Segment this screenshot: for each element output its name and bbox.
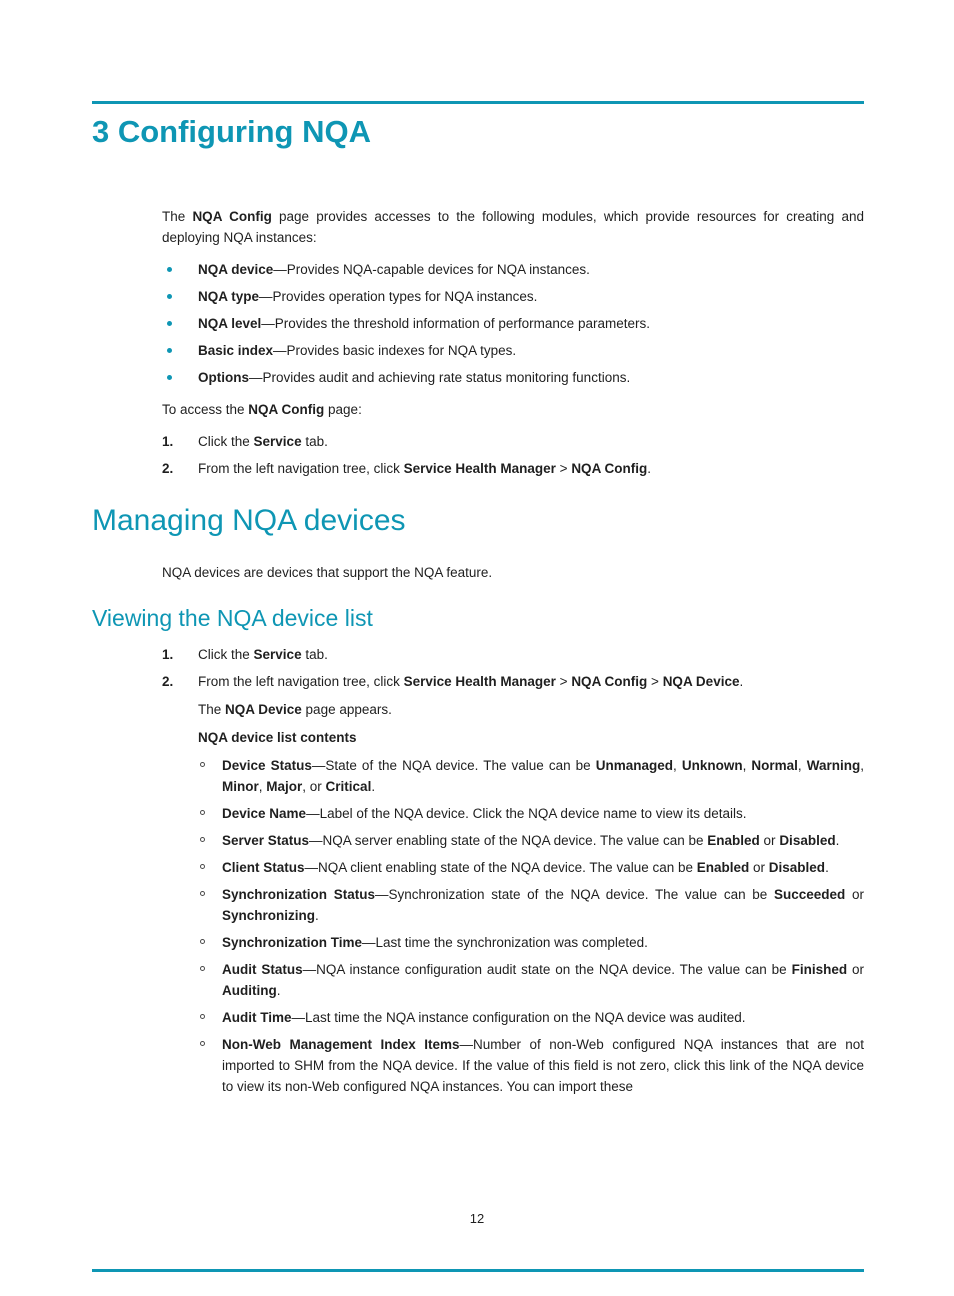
content-item-text: Device Status—State of the NQA device. The value can be Unmanaged, Unknown, Normal, Warning, Minor, Major, or Critical. [222,757,864,794]
section-title-viewing-device-list: Viewing the NQA device list [92,605,373,632]
content-list-item [198,1034,864,1097]
content-list-item [198,857,864,878]
page-appears-text: The NQA Device page appears. [198,701,392,717]
bullet-icon [167,267,172,272]
open-circle-bullet-icon [200,1014,205,1019]
content-list-item [198,1007,864,1028]
content-list-item [198,830,864,851]
content-list-item [198,932,864,953]
module-item-text: Basic index—Provides basic indexes for NQA types. [198,343,517,359]
content-item-text: Synchronization Time—Last time the synchronization was completed. [222,934,648,950]
content-list-item [198,959,864,1001]
open-circle-bullet-icon [200,864,205,869]
open-circle-bullet-icon [200,939,205,944]
content-list-item [198,803,864,824]
step-text: Click the Service tab. [198,434,328,450]
step-number: 2. [162,673,174,689]
content-item-text: Audit Time—Last time the NQA instance configuration on the NQA device was audited. [222,1009,746,1025]
step-item [162,671,864,692]
managing-section-block [162,562,864,583]
module-list-item [162,367,864,388]
section-title-managing-nqa-devices: Managing NQA devices [92,504,406,538]
bullet-icon [167,375,172,380]
module-list-item [162,313,864,334]
content-item-text: Client Status—NQA client enabling state of the NQA device. The value can be Enabled or Disabled. [222,859,829,875]
open-circle-bullet-icon [200,762,205,767]
viewing-steps [162,644,864,692]
viewing-section-block [162,644,864,1097]
chapter-rule [92,101,864,104]
bullet-icon [167,321,172,326]
content-item-text: Synchronization Status—Synchronization state of the NQA device. The value can be Succeeded or Synchronizing. [222,886,864,923]
bullet-icon [167,294,172,299]
step-number: 1. [162,646,174,662]
open-circle-bullet-icon [200,966,205,971]
step-text: From the left navigation tree, click Service Health Manager > NQA Config. [198,461,652,477]
access-lead: To access the NQA Config page: [162,402,362,418]
module-list-item [162,286,864,307]
modules-list [162,259,864,388]
step-result-block [162,699,864,1097]
open-circle-bullet-icon [200,810,205,815]
chapter-intro-block [162,206,864,479]
content-item-text: Non-Web Management Index Items—Number of non-Web configured NQA instances that are not imported to SHM from the NQA device. If the value of this field is not zero, click this link of the NQA device to view its non-Web configured NQA instances. You can import these [222,1036,864,1094]
module-list-item [162,340,864,361]
module-item-text: Options—Provides audit and achieving rate status monitoring functions. [198,370,631,386]
step-item [162,458,864,479]
content-item-text: Audit Status—NQA instance configuration audit state on the NQA device. The value can be Finished or Auditing. [222,961,864,998]
content-item-text: Device Name—Label of the NQA device. Click the NQA device name to view its details. [222,805,747,821]
open-circle-bullet-icon [200,837,205,842]
step-text: From the left navigation tree, click Service Health Manager > NQA Config > NQA Device. [198,673,744,689]
content-list-item [198,755,864,797]
open-circle-bullet-icon [200,891,205,896]
step-number: 2. [162,461,174,477]
step-item [162,431,864,452]
step-text: Click the Service tab. [198,646,328,662]
step-number: 1. [162,434,174,450]
bullet-icon [167,348,172,353]
footer-rule [92,1269,864,1272]
open-circle-bullet-icon [200,1041,205,1046]
page-number: 12 [469,1211,485,1226]
chapter-title: 3 Configuring NQA [92,114,371,149]
intro-paragraph: The NQA Config page provides accesses to the following modules, which provide resources for creating and deploying NQA instances: [162,209,865,246]
content-item-text: Server Status—NQA server enabling state of the NQA device. The value can be Enabled or Disabled. [222,832,840,848]
step-item [162,644,864,665]
module-item-text: NQA type—Provides operation types for NQA instances. [198,289,538,305]
device-list-contents-heading: NQA device list contents [198,729,357,745]
module-item-text: NQA device—Provides NQA-capable devices for NQA instances. [198,262,590,278]
managing-paragraph: NQA devices are devices that support the NQA feature. [162,565,493,581]
device-list-contents [198,755,864,1097]
content-list-item [198,884,864,926]
module-item-text: NQA level—Provides the threshold information of performance parameters. [198,316,650,332]
access-steps [162,431,864,479]
module-list-item [162,259,864,280]
